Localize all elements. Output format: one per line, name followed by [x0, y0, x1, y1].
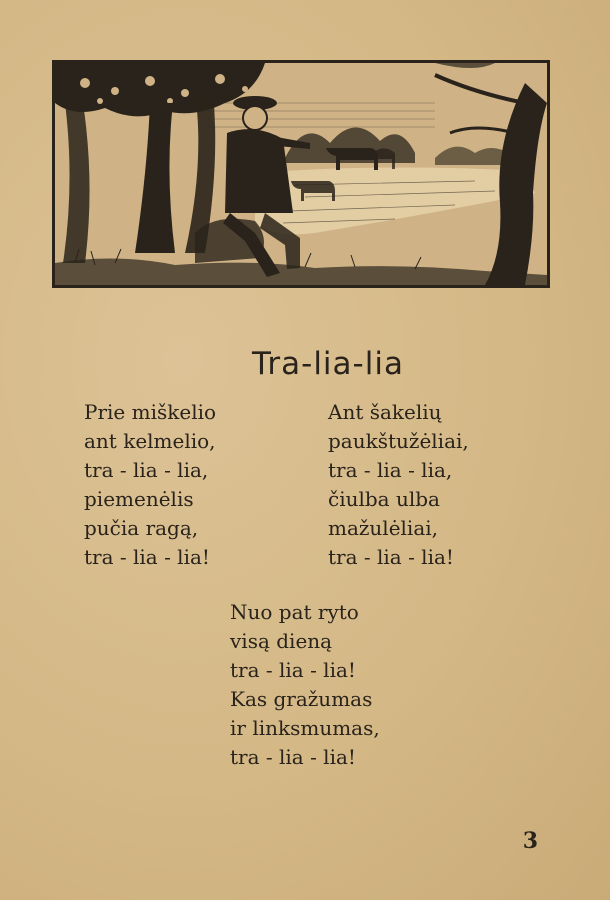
verse-line: čiulba ulba: [328, 487, 440, 511]
shepherd-scene-image: [55, 63, 547, 285]
verse-line: mažulėliai,: [328, 516, 439, 540]
verse-line: pučia ragą,: [84, 516, 199, 540]
verse-line: Ant šakelių: [328, 400, 442, 424]
stanza-right: [328, 398, 469, 572]
verse-line: tra - lia - lia,: [84, 458, 209, 482]
verse-line: piemenėlis: [84, 487, 194, 511]
stanza-left: [84, 398, 216, 572]
verse-line: tra - lia - lia!: [328, 545, 454, 569]
verse-line: paukštužėliai,: [328, 429, 469, 453]
verse-line: Kas gražumas: [230, 687, 373, 711]
stanza-bottom: [230, 598, 380, 772]
verse-line: tra - lia - lia,: [328, 458, 453, 482]
verse-line: ir linksmumas,: [230, 716, 380, 740]
verse-line: ant kelmelio,: [84, 429, 216, 453]
woodcut-illustration: [52, 60, 550, 288]
verse-line: Prie miškelio: [84, 400, 217, 424]
verse-line: Nuo pat ryto: [230, 600, 359, 624]
verse-line: tra - lia - lia!: [230, 658, 356, 682]
verse-line: visą dieną: [230, 629, 333, 653]
poem-title: Tra-lia-lia: [252, 346, 404, 382]
verse-line: tra - lia - lia!: [230, 745, 356, 769]
verse-line: tra - lia - lia!: [84, 545, 210, 569]
page-number: 3: [522, 828, 538, 854]
